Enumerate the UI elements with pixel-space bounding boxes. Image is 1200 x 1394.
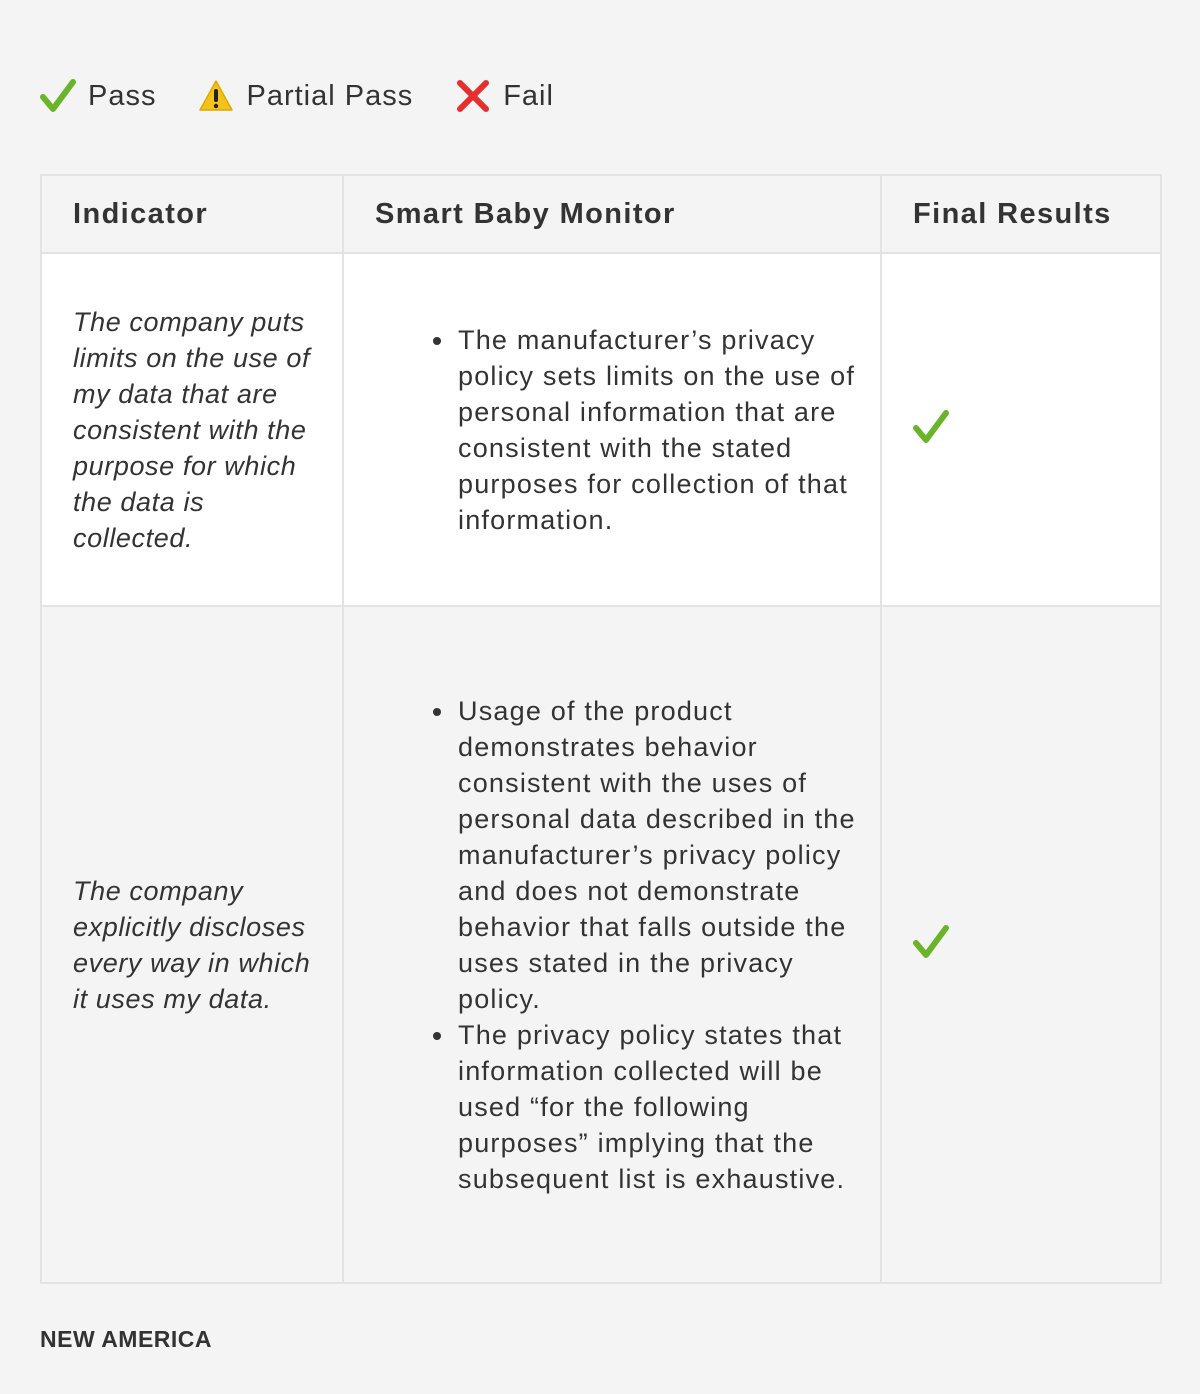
- result-cell: [881, 606, 1161, 1283]
- table-row: [41, 253, 1161, 606]
- header-final-results: Final Results: [881, 175, 1161, 253]
- check-mark-icon: [40, 79, 76, 113]
- brand-logo-text: NEW AMERICA: [40, 1326, 213, 1352]
- table-row: [41, 606, 1161, 1283]
- list-item: • The manufacturer’s privacy policy sets limits on the use of personal information that are consistent with the stated purposes for collection of that information.: [456, 322, 860, 538]
- check-mark-icon: [913, 925, 949, 959]
- legend-partial-pass-label: Partial Pass: [246, 79, 414, 112]
- legend-partial-pass: [198, 79, 413, 113]
- legend-pass-label: Pass: [88, 79, 157, 112]
- detail-list: [424, 322, 860, 538]
- result-cell: [881, 253, 1161, 606]
- list-item: • Usage of the product demonstrates behavior consistent with the uses of personal data described in the manufacturer’s privacy policy and does not demonstrate behavior that falls outside the uses stated in the privacy policy.: [456, 693, 860, 1017]
- cross-mark-icon: [455, 79, 491, 113]
- check-mark-icon: [913, 410, 949, 444]
- detail-cell: [343, 253, 881, 606]
- legend-pass: [40, 79, 156, 113]
- results-table: [40, 174, 1162, 1284]
- indicator-text: The company explicitly discloses every way in which it uses my data.: [41, 606, 343, 1283]
- list-item: • The privacy policy states that information collected will be used “for the following purposes” implying that the subsequent list is exhaustive.: [456, 1017, 860, 1197]
- indicator-text: The company puts limits on the use of my data that are consistent with the purpose for which the data is collected.: [41, 253, 343, 606]
- legend: [40, 76, 596, 116]
- legend-fail-label: Fail: [503, 79, 554, 112]
- legend-fail: [455, 79, 554, 113]
- header-product: Smart Baby Monitor: [343, 175, 881, 253]
- table-header-row: [41, 175, 1161, 253]
- warning-icon: [198, 79, 234, 113]
- detail-cell: [343, 606, 881, 1283]
- header-indicator: Indicator: [41, 175, 343, 253]
- detail-list: [424, 693, 860, 1197]
